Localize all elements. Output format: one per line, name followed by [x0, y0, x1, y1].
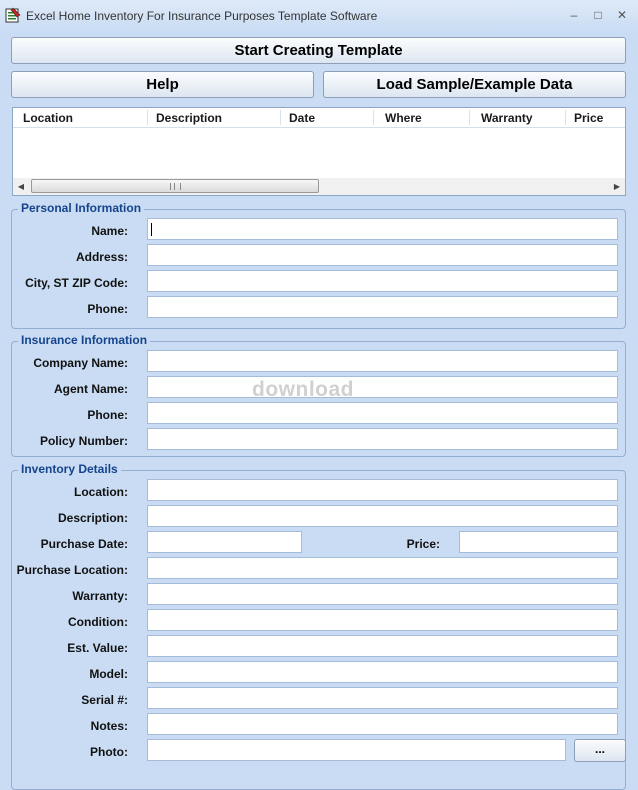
window-title: Excel Home Inventory For Insurance Purposes Template Software [26, 9, 378, 23]
column-header-date[interactable]: Date [289, 111, 316, 125]
column-header-price[interactable]: Price [574, 111, 604, 125]
help-button[interactable]: Help [11, 71, 314, 98]
column-header-location[interactable]: Location [23, 111, 73, 125]
phone-label: Phone: [87, 302, 128, 316]
company-name-label: Company Name: [33, 356, 128, 370]
insurance-phone-input[interactable] [147, 402, 618, 424]
maximize-button[interactable]: □ [594, 8, 602, 22]
personal-information-legend: Personal Information [18, 201, 144, 215]
grid-header [13, 108, 625, 128]
notes-label: Notes: [90, 719, 128, 733]
title-bar [0, 0, 638, 32]
scrollbar-thumb[interactable] [31, 179, 319, 193]
model-label: Model: [89, 667, 128, 681]
browse-photo-button[interactable]: ... [574, 739, 626, 762]
est-value-label: Est. Value: [67, 641, 128, 655]
column-divider[interactable] [565, 110, 566, 125]
city-state-zip-label: City, ST ZIP Code: [25, 276, 128, 290]
agent-name-label: Agent Name: [53, 382, 128, 396]
text-cursor [151, 223, 152, 236]
column-header-where[interactable]: Where [385, 111, 422, 125]
grip-icon [170, 183, 181, 190]
policy-number-input[interactable] [147, 428, 618, 450]
location-label: Location: [74, 485, 128, 499]
model-input[interactable] [147, 661, 618, 683]
phone-input[interactable] [147, 296, 618, 318]
column-header-warranty[interactable]: Warranty [481, 111, 533, 125]
photo-input[interactable] [147, 739, 566, 761]
column-header-description[interactable]: Description [156, 111, 223, 125]
insurance-phone-label: Phone: [87, 408, 128, 422]
insurance-information-legend: Insurance Information [18, 333, 150, 347]
price-label: Price: [406, 537, 440, 551]
download-watermark: download [252, 378, 354, 401]
column-divider[interactable] [373, 110, 374, 125]
column-divider[interactable] [469, 110, 470, 125]
city-state-zip-input[interactable] [147, 270, 618, 292]
policy-number-label: Policy Number: [39, 434, 128, 448]
minimize-button[interactable]: – [570, 8, 578, 22]
scroll-right-icon[interactable]: ▶ [613, 182, 621, 191]
condition-input[interactable] [147, 609, 618, 631]
column-divider[interactable] [147, 110, 148, 125]
serial-number-label: Serial #: [81, 693, 128, 707]
description-input[interactable] [147, 505, 618, 527]
inventory-grid[interactable] [12, 107, 626, 196]
excel-app-icon [5, 7, 21, 23]
start-creating-template-button[interactable]: Start Creating Template [11, 37, 626, 64]
company-name-input[interactable] [147, 350, 618, 372]
purchase-date-label: Purchase Date: [40, 537, 128, 551]
name-label: Name: [91, 224, 128, 238]
address-label: Address: [75, 250, 128, 264]
condition-label: Condition: [68, 615, 128, 629]
horizontal-scrollbar[interactable] [13, 178, 625, 195]
purchase-location-label: Purchase Location: [16, 563, 128, 577]
inventory-details-legend: Inventory Details [18, 462, 121, 476]
serial-number-input[interactable] [147, 687, 618, 709]
purchase-location-input[interactable] [147, 557, 618, 579]
warranty-label: Warranty: [72, 589, 128, 603]
column-divider[interactable] [280, 110, 281, 125]
description-label: Description: [57, 511, 128, 525]
name-input[interactable] [147, 218, 618, 240]
agent-name-input[interactable] [147, 376, 618, 398]
close-button[interactable]: ✕ [616, 8, 628, 22]
load-sample-data-button[interactable]: Load Sample/Example Data [323, 71, 626, 98]
address-input[interactable] [147, 244, 618, 266]
photo-label: Photo: [90, 745, 128, 759]
est-value-input[interactable] [147, 635, 618, 657]
notes-input[interactable] [147, 713, 618, 735]
warranty-input[interactable] [147, 583, 618, 605]
purchase-date-input[interactable] [147, 531, 302, 553]
price-input[interactable] [459, 531, 618, 553]
scroll-left-icon[interactable]: ◀ [17, 182, 25, 191]
location-input[interactable] [147, 479, 618, 501]
